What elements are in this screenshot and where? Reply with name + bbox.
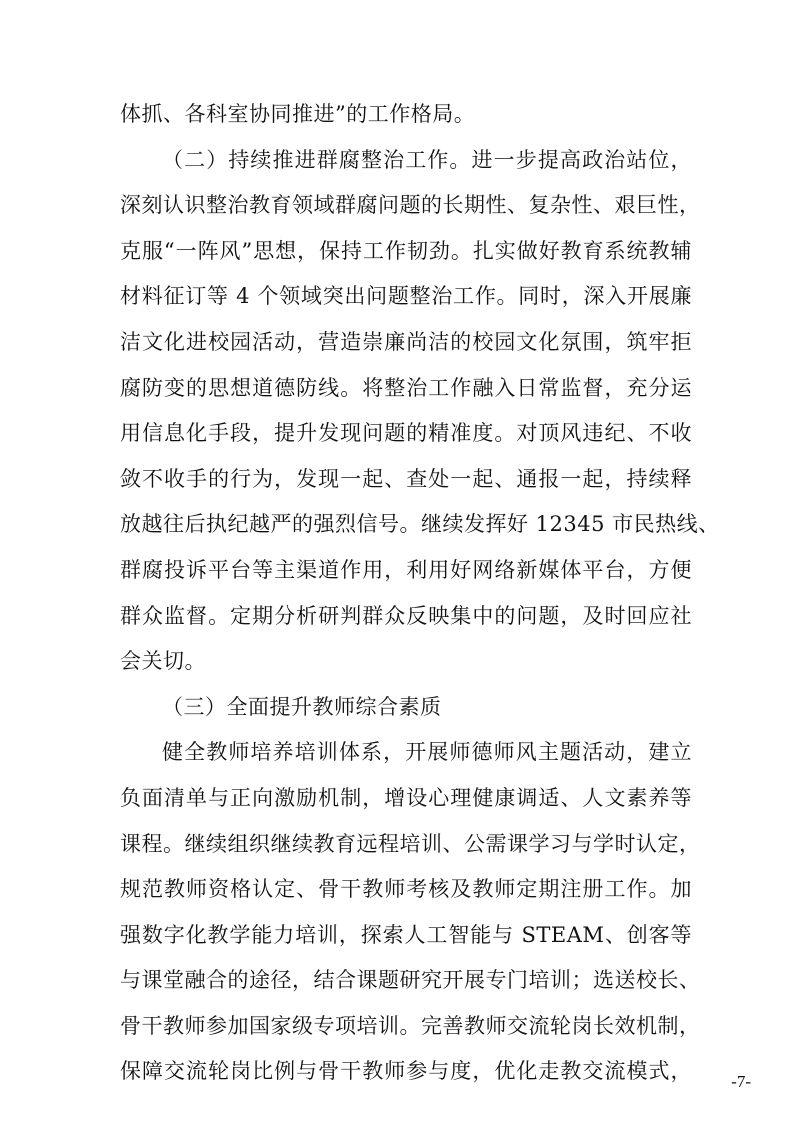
body-text <box>120 92 720 1095</box>
paragraph-line: 与课堂融合的途径，结合课题研究开展专门培训；选送校长、 <box>120 968 701 993</box>
paragraph-line: 强数字化教学能力培训，探索人工智能与 STEAM、创客等 <box>120 922 692 947</box>
paragraph-line: 群众监督。定期分析研判群众反映集中的问题，及时回应社 <box>120 603 692 628</box>
paragraph-line: 群腐投诉平台等主渠道作用，利用好网络新媒体平台，方便 <box>120 557 692 582</box>
paragraph-line: 负面清单与正向激励机制，增设心理健康调适、人文素养等 <box>120 785 692 810</box>
paragraph-line: 深刻认识整治教育领域群腐问题的长期性、复杂性、艰巨性， <box>120 193 701 218</box>
section-heading: （三）全面提升教师综合素质 <box>162 694 442 719</box>
paragraph-line: 放越往后执纪越严的强烈信号。继续发挥好 12345 市民热线、 <box>120 512 720 537</box>
paragraph-line: 材料征订等 4 个领域突出问题整治工作。同时，深入开展廉 <box>120 284 692 309</box>
page-number: -7- <box>731 1072 751 1091</box>
paragraph-line: 课程。继续组织继续教育远程培训、公需课学习与学时认定， <box>120 831 701 856</box>
paragraph-line: 会关切。 <box>120 649 206 674</box>
paragraph-line: 健全教师培养培训体系，开展师德师风主题活动，建立 <box>162 740 692 765</box>
paragraph-line: 规范教师资格认定、骨干教师考核及教师定期注册工作。加 <box>120 877 692 902</box>
paragraph-line: 体抓、各科室协同推进”的工作格局。 <box>120 102 476 126</box>
section-heading-line: （二）持续推进群腐整治工作。进一步提高政治站位， <box>162 147 692 172</box>
paragraph-line: 克服“一阵风”思想，保持工作韧劲。扎实做好教育系统教辅 <box>120 238 692 263</box>
paragraph-line: 洁文化进校园活动，营造崇廉尚洁的校园文化氛围，筑牢拒 <box>120 329 692 354</box>
paragraph-line: 腐防变的思想道德防线。将整治工作融入日常监督，充分运 <box>120 375 692 400</box>
paragraph-line: 敛不收手的行为，发现一起、查处一起、通报一起，持续释 <box>120 466 692 491</box>
paragraph-line: 用信息化手段，提升发现问题的精准度。对顶风违纪、不收 <box>120 421 692 446</box>
paragraph-line: 保障交流轮岗比例与骨干教师参与度，优化走教交流模式， <box>120 1059 692 1084</box>
paragraph-line: 骨干教师参加国家级专项培训。完善教师交流轮岗长效机制， <box>120 1013 701 1038</box>
